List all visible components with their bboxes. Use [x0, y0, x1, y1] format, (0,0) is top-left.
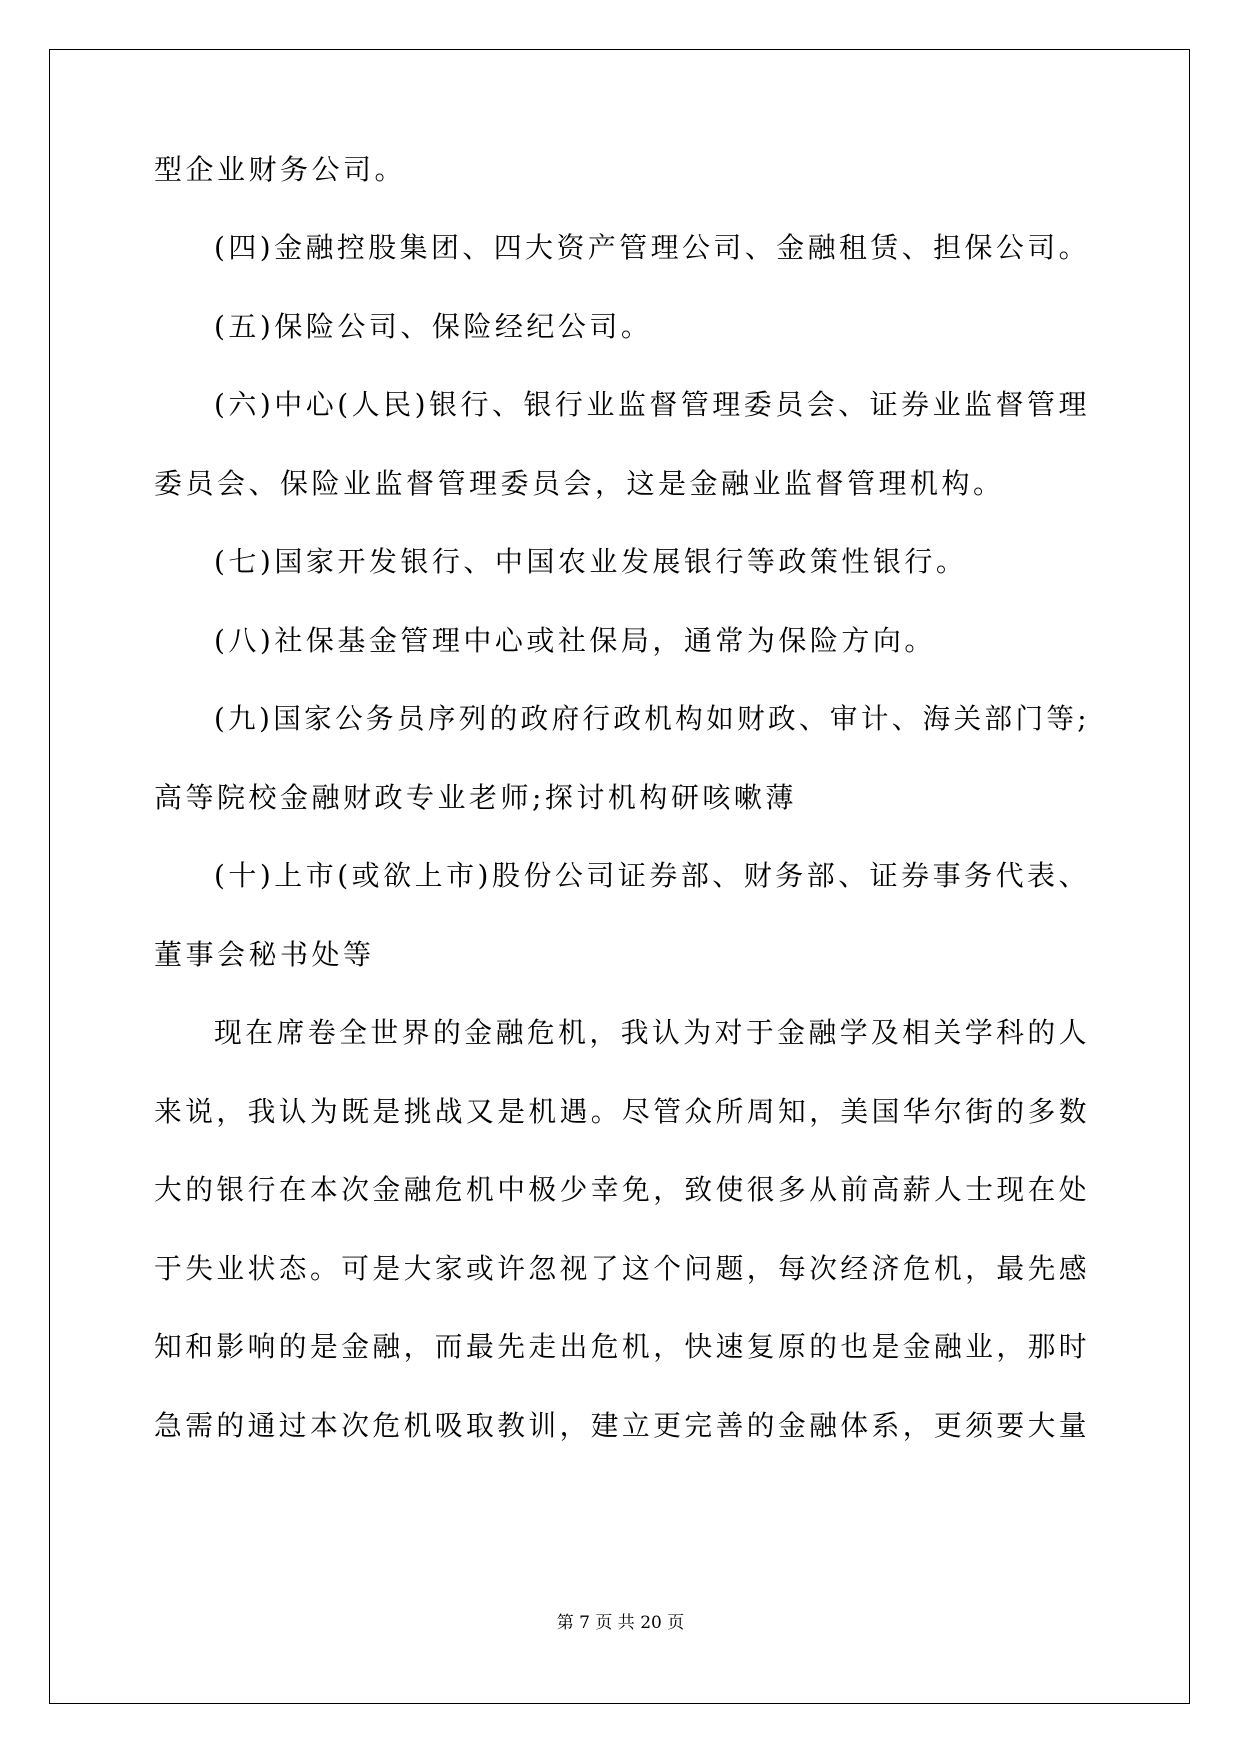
text-line: (五)保险公司、保险经纪公司。 [214, 310, 653, 343]
page-number: 第 7 页 共 20 页 [556, 1613, 685, 1633]
text-line: 来说，我认为既是挑战又是机遇。尽管众所周知，美国华尔街的多数 [154, 1095, 1090, 1128]
text-line: 型企业财务公司。 [154, 153, 407, 186]
text-line: 急需的通过本次危机吸取教训，建立更完善的金融体系，更须要大量 [154, 1409, 1090, 1442]
text-line: 委员会、保险业监督管理委员会，这是金融业监督管理机构。 [154, 467, 1005, 500]
text-line: 董事会秘书处等 [154, 938, 375, 971]
text-line: (四)金融控股集团、四大资产管理公司、金融租赁、担保公司。 [214, 231, 1090, 264]
text-line: (七)国家开发银行、中国农业发展银行等政策性银行。 [214, 545, 968, 578]
text-line: 知和影响的是金融，而最先走出危机，快速复原的也是金融业，那时 [154, 1330, 1090, 1363]
text-line: (十)上市(或欲上市)股份公司证券部、财务部、证券事务代表、 [214, 859, 1090, 892]
text-line: (九)国家公务员序列的政府行政机构如财政、审计、海关部门等; [214, 702, 1090, 735]
text-line: 于失业状态。可是大家或许忽视了这个问题，每次经济危机，最先感 [154, 1252, 1090, 1285]
text-line: (六)中心(人民)银行、银行业监督管理委员会、证券业监督管理 [214, 388, 1090, 421]
text-line: 高等院校金融财政专业老师;探讨机构研咳嗽薄 [154, 781, 797, 814]
text-line: (八)社保基金管理中心或社保局，通常为保险方向。 [214, 624, 936, 657]
text-line: 现在席卷全世界的金融危机，我认为对于金融学及相关学科的人 [214, 1016, 1090, 1049]
text-line: 大的银行在本次金融危机中极少幸免，致使很多从前高薪人士现在处 [154, 1173, 1090, 1206]
